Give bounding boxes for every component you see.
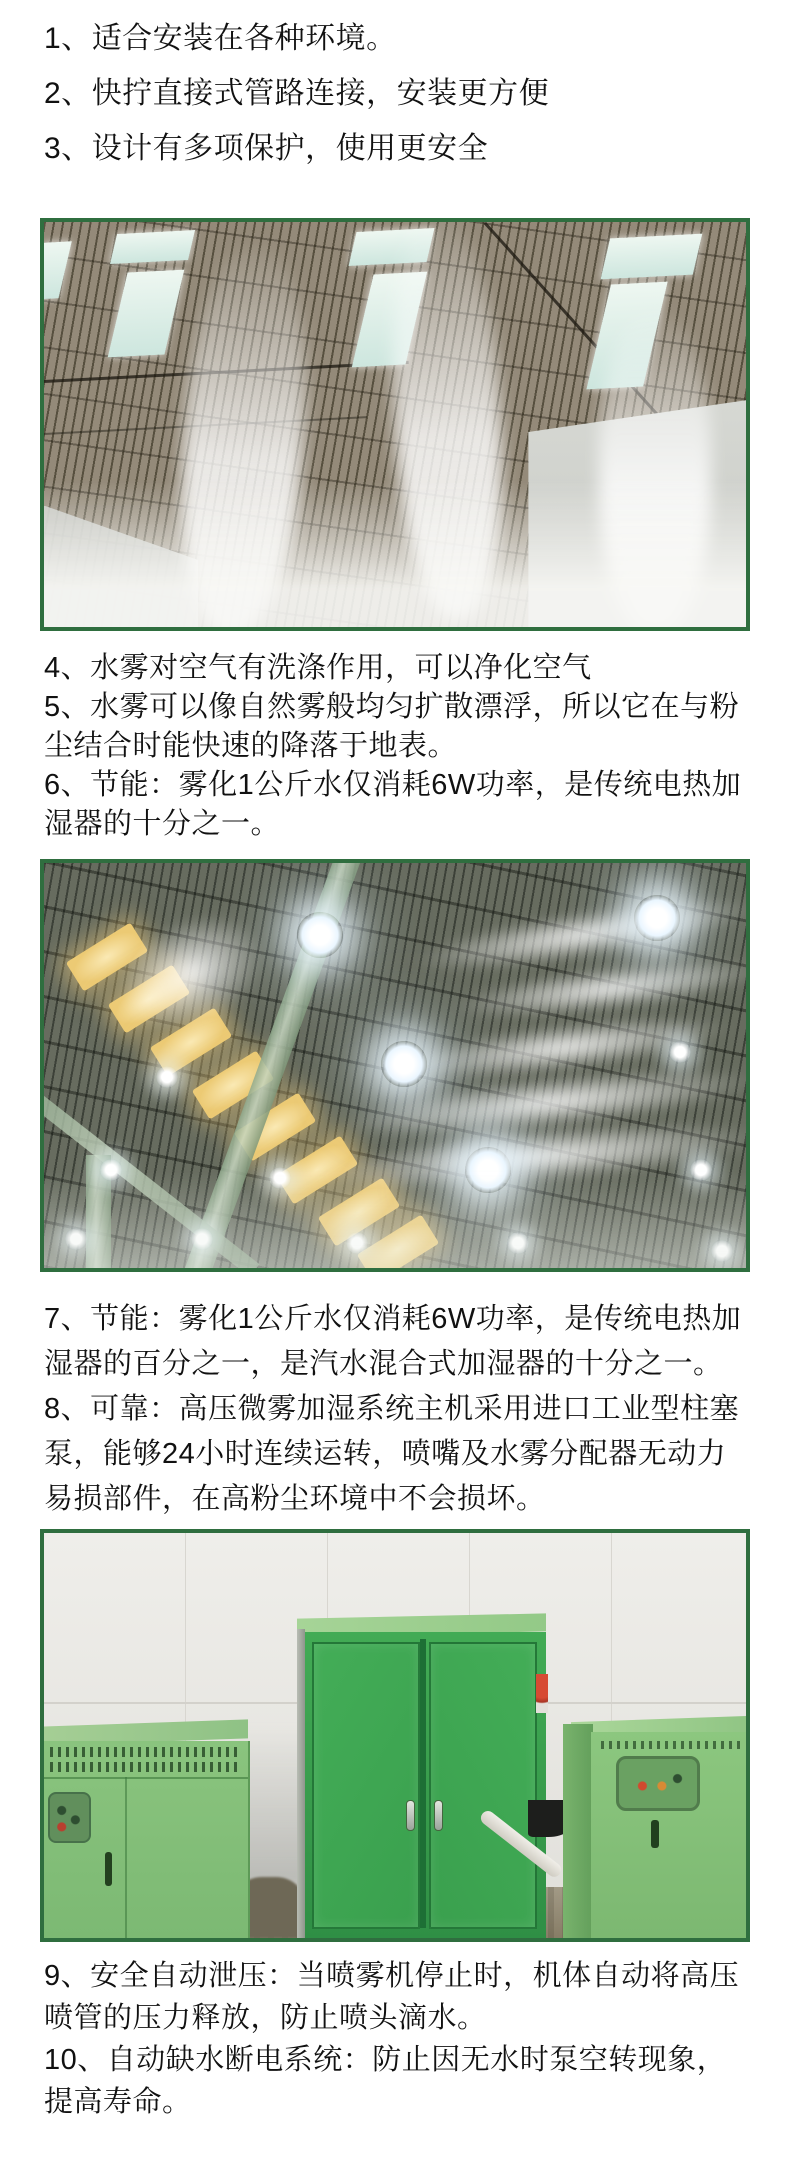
cabinet-door-left — [312, 1642, 421, 1929]
feature-text: 节能：雾化1公斤水仅消耗6W功率，是传统电热加湿器的十分之一。 — [44, 769, 742, 840]
feature-text: 可靠：高压微雾加湿系统主机采用进口工业型柱塞泵，能够24小时连续运转，喷嘴及水雾分配器无动力易损部件，在高粉尘环境中不会损坏。 — [44, 1393, 740, 1515]
feature-text: 水雾可以像自然雾般均匀扩散漂浮，所以它在与粉尘结合时能快速的降落于地表。 — [44, 691, 740, 762]
mist-haze — [40, 481, 750, 631]
vent-grille — [50, 1762, 237, 1772]
feature-list-mid1 — [44, 649, 750, 844]
feature-text: 设计有多项保护，使用更安全 — [91, 132, 489, 165]
feature-item — [44, 132, 750, 166]
feature-item — [44, 1297, 750, 1387]
feature-item — [44, 766, 750, 844]
skylight — [110, 230, 195, 264]
door-seam — [420, 1639, 426, 1929]
vent-grille — [601, 1741, 741, 1749]
feature-number: 4、 — [44, 652, 91, 684]
control-panel-window — [48, 1792, 91, 1843]
feature-number: 2、 — [44, 77, 92, 110]
skylight — [600, 234, 702, 279]
machine-side-face — [563, 1724, 593, 1938]
feature-text: 快拧直接式管路连接，安装更方便 — [91, 77, 550, 110]
feature-number: 5、 — [44, 691, 91, 723]
feature-item — [44, 688, 750, 766]
feature-item — [44, 1955, 750, 2039]
highbay-lamp — [156, 1066, 178, 1088]
feature-item — [44, 2039, 750, 2123]
cabinet-door-right — [429, 1642, 538, 1929]
skylight — [40, 242, 72, 300]
feature-list-bottom — [44, 1955, 750, 2123]
feature-item — [44, 1387, 750, 1522]
feature-item — [44, 22, 750, 56]
panel-seam — [125, 1777, 127, 1938]
skylight — [107, 269, 184, 357]
highbay-lamp — [381, 1041, 427, 1087]
feature-list-top — [44, 22, 750, 166]
feature-number: 1、 — [44, 22, 92, 55]
feature-text: 自动缺水断电系统：防止因无水时泵空转现象，提高寿命。 — [44, 2044, 727, 2118]
green-misting-pump-cabinets-photo — [40, 1529, 750, 1942]
highbay-lamp — [297, 912, 343, 958]
feature-text: 安全自动泄压：当喷雾机停止时，机体自动将高压喷管的压力释放，防止喷头滴水。 — [44, 1960, 740, 2034]
feature-text: 水雾对空气有洗涤作用，可以净化空气 — [90, 652, 592, 684]
ceiling-lights-mist-jets-photo — [40, 859, 750, 1272]
left-pump-machine — [44, 1723, 248, 1938]
center-control-cabinet — [297, 1616, 546, 1938]
feature-number: 9、 — [44, 1960, 91, 1992]
cabinet-gray-edge — [297, 1629, 306, 1938]
feature-list-mid2 — [44, 1297, 750, 1522]
mist-haze — [40, 1171, 750, 1272]
feature-item — [44, 649, 750, 688]
right-pump-machine — [563, 1719, 750, 1938]
door-handle — [434, 1800, 443, 1831]
vent-grille — [50, 1747, 237, 1757]
red-valve — [536, 1674, 548, 1713]
feature-number: 8、 — [44, 1393, 91, 1425]
highbay-lamp — [634, 895, 680, 941]
door-handle — [406, 1800, 415, 1831]
feature-number: 6、 — [44, 769, 91, 801]
feature-text: 节能：雾化1公斤水仅消耗6W功率，是传统电热加湿器的百分之一，是汽水混合式加湿器的十分之一。 — [44, 1303, 742, 1380]
control-panel-window — [616, 1756, 700, 1810]
door-handle-slot — [105, 1852, 112, 1886]
feature-text: 适合安装在各种环境。 — [91, 22, 397, 55]
feature-number: 3、 — [44, 132, 92, 165]
door-handle-slot — [651, 1820, 658, 1848]
workshop-ceiling-mist-photo — [40, 218, 750, 631]
panel-seam — [44, 1777, 248, 1779]
feature-item — [44, 77, 750, 111]
feature-number: 10、 — [44, 2044, 107, 2076]
highbay-lamp — [669, 1041, 691, 1063]
feature-number: 7、 — [44, 1303, 91, 1335]
